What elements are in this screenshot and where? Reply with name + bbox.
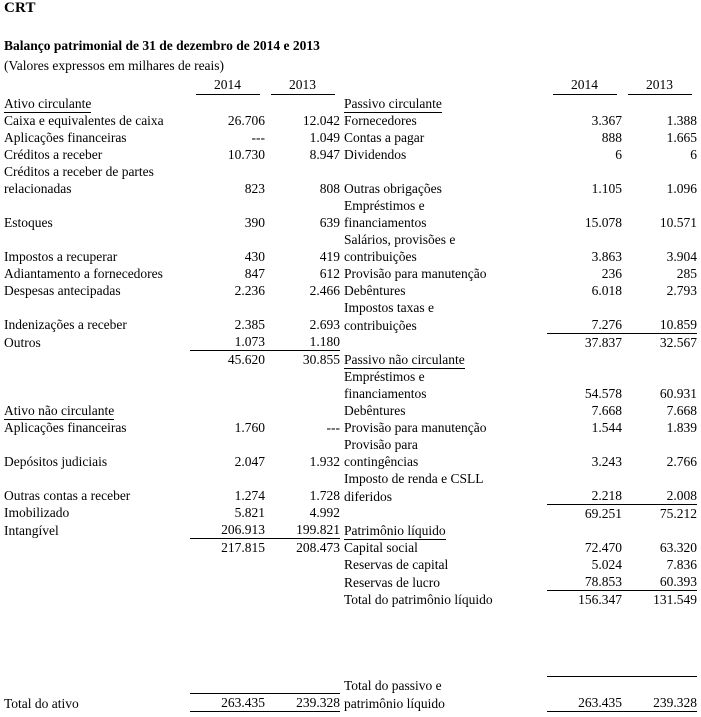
- table-row: [4, 248, 340, 265]
- table-row: [4, 214, 340, 231]
- row-label: Estoques: [4, 215, 53, 230]
- row-value-2013: ---: [326, 420, 340, 435]
- row-label-line2: financiamentos: [344, 215, 427, 230]
- row-value-2013: 10.571: [659, 215, 697, 230]
- row-value-2014: 847: [244, 266, 265, 281]
- table-row-wrap-first: [344, 197, 697, 214]
- row-value-2014: 5.024: [591, 557, 622, 572]
- table-row: [344, 539, 697, 556]
- liabilities-grand-total-table: [344, 670, 697, 712]
- spacer-row: [4, 470, 340, 487]
- table-row-wrap-first: [344, 470, 697, 487]
- table-row: [344, 180, 697, 197]
- row-value-2014: 1.073: [190, 333, 265, 351]
- row-label-line1: Imposto de renda e CSLL: [344, 471, 484, 486]
- row-value-2013: 2.008: [622, 487, 697, 505]
- assets-current-total-row: [4, 351, 340, 369]
- row-label: Provisão para manutenção: [344, 266, 487, 281]
- row-label: Imobilizado: [4, 505, 70, 520]
- liabilities-grand-total-label-line1: Total do passivo e: [344, 678, 442, 693]
- table-row: [344, 282, 697, 299]
- row-value-2013: 2.766: [666, 454, 697, 469]
- assets-grand-total-label: Total do ativo: [4, 695, 79, 711]
- spacer-row: [4, 231, 340, 248]
- equity-total-2013: 131.549: [653, 592, 697, 607]
- spacer-row: [4, 385, 340, 402]
- row-value-2014: 2.385: [234, 317, 265, 332]
- row-value-2014: 6.018: [591, 283, 622, 298]
- row-label: Outros: [4, 334, 41, 350]
- row-label: Contas a pagar: [344, 130, 425, 145]
- row-value-2014: 2.047: [234, 454, 265, 469]
- table-row: [344, 129, 697, 146]
- row-value-2014: 390: [244, 215, 265, 230]
- row-label-line1: Créditos a receber de partes: [4, 164, 154, 179]
- row-value-2013: 3.904: [666, 249, 697, 264]
- row-value-2013: 1.728: [309, 488, 340, 503]
- table-row: [4, 316, 340, 333]
- table-row-wrap-first: [344, 677, 697, 695]
- row-value-2013: 199.821: [265, 521, 340, 539]
- row-value-2014: 2.218: [547, 487, 622, 505]
- liabilities-current-section-header: [344, 95, 697, 112]
- row-value-2013: 8.947: [309, 147, 340, 162]
- table-row: [4, 180, 340, 197]
- row-label: Aplicações financeiras: [4, 420, 127, 435]
- table-row: [344, 112, 697, 129]
- row-value-2014: 3.243: [591, 454, 622, 469]
- assets-noncurrent-section-header: [4, 402, 340, 419]
- row-value-2013: 2.693: [309, 317, 340, 332]
- table-row: [4, 129, 340, 146]
- row-value-2013: 12.042: [302, 113, 340, 128]
- row-label: Outras obrigações: [344, 181, 442, 196]
- liabilities-noncurrent-header-label: Passivo não circulante: [344, 352, 465, 367]
- row-value-2013: 2.466: [309, 283, 340, 298]
- spacer-row: [4, 368, 340, 385]
- row-label-line2: diferidos: [344, 488, 392, 504]
- table-row: [344, 248, 697, 265]
- table-row: [344, 402, 697, 419]
- liabilities-grand-total-2013: 239.328: [622, 694, 697, 712]
- row-label-line1: Impostos taxas e: [344, 300, 434, 315]
- assets-noncurrent-total-2014: 217.815: [221, 540, 265, 555]
- liabilities-current-total-row: [344, 334, 697, 352]
- table-row: [4, 453, 340, 470]
- spacer-row: [4, 197, 340, 214]
- row-label: Capital social: [344, 540, 418, 555]
- row-value-2014: 6: [615, 147, 622, 162]
- row-value-2013: 63.320: [659, 540, 697, 555]
- liabilities-noncurrent-total-2013: 75.212: [659, 506, 697, 521]
- row-value-2013: 639: [319, 215, 340, 230]
- row-label: Intangível: [4, 522, 59, 538]
- table-row: [4, 333, 340, 351]
- liabilities-header-2014: 2014: [547, 76, 622, 95]
- liabilities-grand-total-2014: 263.435: [547, 694, 622, 712]
- row-label: Debêntures: [344, 403, 406, 418]
- row-value-2014: 430: [244, 249, 265, 264]
- assets-grand-total-2013: 239.328: [265, 694, 340, 712]
- assets-header-2013: 2013: [265, 76, 340, 95]
- assets-year-header-row: [4, 76, 340, 95]
- liabilities-header-2013: 2013: [622, 76, 697, 95]
- row-label: Adiantamento a fornecedores: [4, 266, 163, 281]
- row-value-2014: 1.760: [234, 420, 265, 435]
- row-value-2013: 1.665: [666, 130, 697, 145]
- table-row: [4, 265, 340, 282]
- row-value-2014: 78.853: [547, 573, 622, 591]
- row-label-line1: Provisão para: [344, 437, 418, 452]
- table-row: [344, 573, 697, 591]
- assets-noncurrent-total-2013: 208.473: [296, 540, 340, 555]
- table-row-wrap-first: [344, 231, 697, 248]
- row-value-2013: 1.096: [666, 181, 697, 196]
- spacer-cell: [344, 76, 547, 95]
- table-row: [344, 316, 697, 334]
- equity-total-row: [344, 591, 697, 609]
- row-label: Fornecedores: [344, 113, 417, 128]
- equity-total-2014: 156.347: [578, 592, 622, 607]
- row-value-2014: 1.544: [591, 420, 622, 435]
- table-row-wrap-first: [344, 368, 697, 385]
- row-value-2014: 54.578: [584, 386, 622, 401]
- row-label: Debêntures: [344, 283, 406, 298]
- row-value-2014: 26.706: [227, 113, 265, 128]
- row-label: Caixa e equivalentes de caixa: [4, 113, 164, 128]
- row-value-2013: 1.932: [309, 454, 340, 469]
- row-label-line2: contribuições: [344, 249, 417, 264]
- table-row: [344, 453, 697, 470]
- row-label-line1: Empréstimos e: [344, 369, 425, 384]
- table-row: [4, 112, 340, 129]
- row-label: Despesas antecipadas: [4, 283, 121, 298]
- table-row-wrap-first: [344, 299, 697, 316]
- liabilities-year-header-row: [344, 76, 697, 95]
- row-label-line2: contribuições: [344, 317, 417, 333]
- liabilities-noncurrent-total-row: [344, 505, 697, 523]
- row-value-2014: 823: [244, 181, 265, 196]
- row-label: Impostos a recuperar: [4, 249, 118, 264]
- row-value-2013: 4.992: [309, 505, 340, 520]
- assets-current-section-header: [4, 95, 340, 112]
- liabilities-grand-total-label-line2: patrimônio líquido: [344, 695, 445, 711]
- liabilities-current-header-label: Passivo circulante: [344, 96, 442, 111]
- row-value-2014: ---: [251, 130, 265, 145]
- row-value-2013: 1.388: [666, 113, 697, 128]
- row-value-2013: 285: [676, 266, 697, 281]
- table-row: [344, 146, 697, 163]
- table-row: [4, 419, 340, 436]
- row-label: Créditos a receber: [4, 147, 103, 162]
- table-row: [344, 265, 697, 282]
- liabilities-table: [344, 76, 697, 608]
- row-value-2014: 1.274: [234, 488, 265, 503]
- row-label-line1: Salários, provisões e: [344, 232, 456, 247]
- table-row: [344, 385, 697, 402]
- row-label: Reservas de lucro: [344, 574, 440, 590]
- row-label: Indenizações a receber: [4, 317, 127, 332]
- row-value-2014: 1.105: [591, 181, 622, 196]
- liabilities-grand-total-row: [344, 694, 697, 712]
- spacer-cell: [4, 76, 190, 95]
- assets-column: [4, 76, 340, 711]
- table-row: [4, 504, 340, 521]
- row-label-line2: contingências: [344, 454, 419, 469]
- assets-current-total-2014: 45.620: [227, 352, 265, 367]
- assets-grand-total-table: [4, 687, 340, 712]
- row-value-2014: 5.821: [234, 505, 265, 520]
- row-value-2014: 7.276: [547, 316, 622, 334]
- row-value-2014: 72.470: [584, 540, 622, 555]
- table-row: [4, 487, 340, 504]
- row-value-2013: 10.859: [622, 316, 697, 334]
- table-row: [344, 214, 697, 231]
- liabilities-noncurrent-section-header: [344, 351, 697, 368]
- row-value-2013: 7.668: [666, 403, 697, 418]
- row-value-2013: 2.793: [666, 283, 697, 298]
- table-row-wrap-first: [344, 436, 697, 453]
- liabilities-current-total-2013: 32.567: [659, 335, 697, 350]
- row-value-2014: 236: [601, 266, 622, 281]
- row-value-2013: 1.839: [666, 420, 697, 435]
- page-subtitle: (Valores expressos em milhares de reais): [4, 58, 225, 73]
- equity-header-label: Patrimônio líquido: [344, 523, 446, 538]
- row-label: Depósitos judiciais: [4, 454, 108, 469]
- row-label-line2: financiamentos: [344, 386, 427, 401]
- row-value-2013: 60.931: [659, 386, 697, 401]
- row-value-2014: 3.367: [591, 113, 622, 128]
- row-value-2014: 206.913: [190, 521, 265, 539]
- equity-section-header: [344, 522, 697, 539]
- row-value-2013: 808: [319, 181, 340, 196]
- table-row: [4, 521, 340, 539]
- row-value-2014: 3.863: [591, 249, 622, 264]
- row-value-2014: 7.668: [591, 403, 622, 418]
- row-label-line2: relacionadas: [4, 181, 72, 196]
- assets-noncurrent-total-row: [4, 539, 340, 557]
- row-value-2013: 419: [319, 249, 340, 264]
- table-row: [4, 146, 340, 163]
- assets-grand-total-2014: 263.435: [190, 694, 265, 712]
- row-value-2014: 888: [601, 130, 622, 145]
- row-label-line1: Empréstimos e: [344, 198, 425, 213]
- row-value-2013: 60.393: [622, 573, 697, 591]
- liabilities-column: [344, 76, 697, 711]
- row-value-2013: 7.836: [666, 557, 697, 572]
- assets-noncurrent-header-label: Ativo não circulante: [4, 403, 115, 418]
- row-label: Dividendos: [344, 147, 407, 162]
- table-row: [344, 419, 697, 436]
- row-value-2013: 6: [690, 147, 697, 162]
- row-label: Outras contas a receber: [4, 488, 131, 503]
- spacer-row: [344, 163, 697, 180]
- liabilities-current-total-2014: 37.837: [584, 335, 622, 350]
- assets-current-header-label: Ativo circulante: [4, 96, 92, 111]
- table-row: [4, 282, 340, 299]
- spacer-row: [4, 436, 340, 453]
- row-value-2014: 10.730: [227, 147, 265, 162]
- spacer-row: [4, 299, 340, 316]
- row-value-2013: 1.049: [309, 130, 340, 145]
- liabilities-noncurrent-total-2014: 69.251: [584, 506, 622, 521]
- table-row: [344, 556, 697, 573]
- table-row-wrap-first: [4, 163, 340, 180]
- assets-table: [4, 76, 340, 556]
- row-value-2014: 15.078: [584, 215, 622, 230]
- page-title: Balanço patrimonial de 31 de dezembro de 2014 e 2013: [4, 38, 320, 53]
- row-label: Aplicações financeiras: [4, 130, 127, 145]
- row-label: Reservas de capital: [344, 557, 449, 572]
- row-value-2014: 2.236: [234, 283, 265, 298]
- row-label: Provisão para manutenção: [344, 420, 487, 435]
- row-value-2013: 1.180: [265, 333, 340, 351]
- equity-total-label: Total do patrimônio líquido: [344, 592, 493, 607]
- table-row: [344, 487, 697, 505]
- row-value-2013: 612: [319, 266, 340, 281]
- assets-current-total-2013: 30.855: [302, 352, 340, 367]
- company-name: CRT: [4, 0, 36, 16]
- assets-header-2014: 2014: [190, 76, 265, 95]
- assets-grand-total-row: [4, 694, 340, 712]
